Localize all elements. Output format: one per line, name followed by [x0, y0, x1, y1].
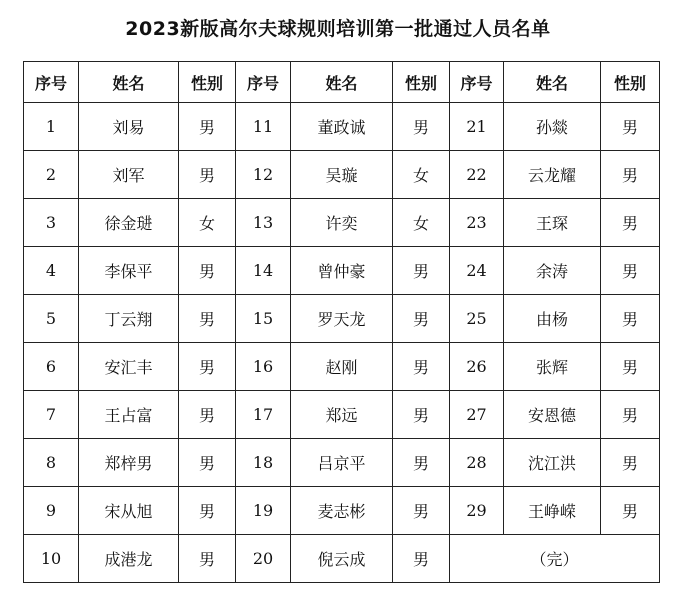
row-gender-cell: 男	[601, 199, 660, 247]
row-number-cell: 16	[236, 343, 291, 391]
row-gender-cell: 男	[601, 391, 660, 439]
row-number-cell: 18	[236, 439, 291, 487]
row-name-cell: 王峥嵘	[504, 487, 601, 535]
row-gender-cell: 男	[601, 439, 660, 487]
row-gender-cell: 男	[393, 439, 450, 487]
row-gender-cell: 男	[393, 247, 450, 295]
header-cell-name: 姓名	[504, 62, 601, 103]
row-number-cell: 4	[24, 247, 79, 295]
row-gender-cell: 男	[393, 103, 450, 151]
header-cell-gender: 性别	[393, 62, 450, 103]
row-name-cell: 余涛	[504, 247, 601, 295]
last-row-number-cell: 20	[236, 535, 291, 583]
row-number-cell: 7	[24, 391, 79, 439]
row-name-cell: 刘易	[79, 103, 179, 151]
header-cell-number: 序号	[24, 62, 79, 103]
table-row	[24, 295, 660, 343]
last-row-gender-cell: 男	[179, 535, 236, 583]
row-name-cell: 董政诚	[291, 103, 393, 151]
row-gender-cell: 男	[179, 391, 236, 439]
row-gender-cell: 男	[393, 391, 450, 439]
row-gender-cell: 男	[601, 487, 660, 535]
row-number-cell: 8	[24, 439, 79, 487]
row-gender-cell: 男	[393, 295, 450, 343]
row-number-cell: 29	[450, 487, 504, 535]
row-number-cell: 21	[450, 103, 504, 151]
row-gender-cell: 男	[179, 295, 236, 343]
row-name-cell: 吕京平	[291, 439, 393, 487]
row-gender-cell: 男	[601, 103, 660, 151]
row-name-cell: 刘军	[79, 151, 179, 199]
table-row	[24, 151, 660, 199]
header-cell-gender: 性别	[601, 62, 660, 103]
row-name-cell: 孙燚	[504, 103, 601, 151]
row-number-cell: 2	[24, 151, 79, 199]
row-gender-cell: 男	[179, 151, 236, 199]
row-gender-cell: 女	[393, 151, 450, 199]
row-name-cell: 许奕	[291, 199, 393, 247]
row-number-cell: 17	[236, 391, 291, 439]
row-name-cell: 吴璇	[291, 151, 393, 199]
row-number-cell: 1	[24, 103, 79, 151]
page-title: 2023新版高尔夫球规则培训第一批通过人员名单	[125, 18, 551, 40]
table-row	[24, 391, 660, 439]
row-gender-cell: 女	[393, 199, 450, 247]
row-name-cell: 罗天龙	[291, 295, 393, 343]
row-number-cell: 28	[450, 439, 504, 487]
row-number-cell: 25	[450, 295, 504, 343]
header-cell-name: 姓名	[79, 62, 179, 103]
row-name-cell: 赵刚	[291, 343, 393, 391]
roster-table	[23, 61, 660, 583]
row-gender-cell: 男	[179, 103, 236, 151]
table-row	[24, 247, 660, 295]
row-name-cell: 安恩德	[504, 391, 601, 439]
row-number-cell: 3	[24, 199, 79, 247]
row-name-cell: 云龙耀	[504, 151, 601, 199]
row-name-cell: 徐金琎	[79, 199, 179, 247]
row-name-cell: 王占富	[79, 391, 179, 439]
header-cell-number: 序号	[236, 62, 291, 103]
row-number-cell: 23	[450, 199, 504, 247]
row-gender-cell: 男	[601, 295, 660, 343]
row-number-cell: 5	[24, 295, 79, 343]
table-row	[24, 535, 660, 583]
row-name-cell: 麦志彬	[291, 487, 393, 535]
row-gender-cell: 男	[601, 343, 660, 391]
row-number-cell: 15	[236, 295, 291, 343]
row-gender-cell: 男	[179, 487, 236, 535]
row-name-cell: 郑梓男	[79, 439, 179, 487]
row-gender-cell: 男	[179, 247, 236, 295]
row-name-cell: 沈江洪	[504, 439, 601, 487]
row-gender-cell: 男	[179, 439, 236, 487]
row-name-cell: 张辉	[504, 343, 601, 391]
row-name-cell: 李保平	[79, 247, 179, 295]
row-name-cell: 宋从旭	[79, 487, 179, 535]
roster-body	[24, 103, 660, 583]
row-name-cell: 丁云翔	[79, 295, 179, 343]
row-number-cell: 19	[236, 487, 291, 535]
row-number-cell: 13	[236, 199, 291, 247]
row-gender-cell: 男	[601, 151, 660, 199]
header-row	[24, 62, 660, 103]
row-gender-cell: 男	[393, 343, 450, 391]
row-number-cell: 9	[24, 487, 79, 535]
row-name-cell: 安汇丰	[79, 343, 179, 391]
last-row-name-cell: 成港龙	[79, 535, 179, 583]
row-number-cell: 27	[450, 391, 504, 439]
row-number-cell: 11	[236, 103, 291, 151]
end-mark-cell: （完）	[450, 535, 660, 583]
table-row	[24, 487, 660, 535]
row-number-cell: 12	[236, 151, 291, 199]
row-gender-cell: 男	[601, 247, 660, 295]
row-gender-cell: 女	[179, 199, 236, 247]
table-row	[24, 439, 660, 487]
last-row-number-cell: 10	[24, 535, 79, 583]
table-row	[24, 199, 660, 247]
table-row	[24, 343, 660, 391]
row-number-cell: 24	[450, 247, 504, 295]
header-cell-name: 姓名	[291, 62, 393, 103]
table-row	[24, 103, 660, 151]
row-name-cell: 由杨	[504, 295, 601, 343]
row-number-cell: 6	[24, 343, 79, 391]
row-number-cell: 22	[450, 151, 504, 199]
row-name-cell: 曾仲豪	[291, 247, 393, 295]
row-gender-cell: 男	[179, 343, 236, 391]
row-number-cell: 14	[236, 247, 291, 295]
last-row-gender-cell: 男	[393, 535, 450, 583]
row-gender-cell: 男	[393, 487, 450, 535]
last-row-name-cell: 倪云成	[291, 535, 393, 583]
header-cell-number: 序号	[450, 62, 504, 103]
row-number-cell: 26	[450, 343, 504, 391]
row-name-cell: 郑远	[291, 391, 393, 439]
header-cell-gender: 性别	[179, 62, 236, 103]
row-name-cell: 王琛	[504, 199, 601, 247]
